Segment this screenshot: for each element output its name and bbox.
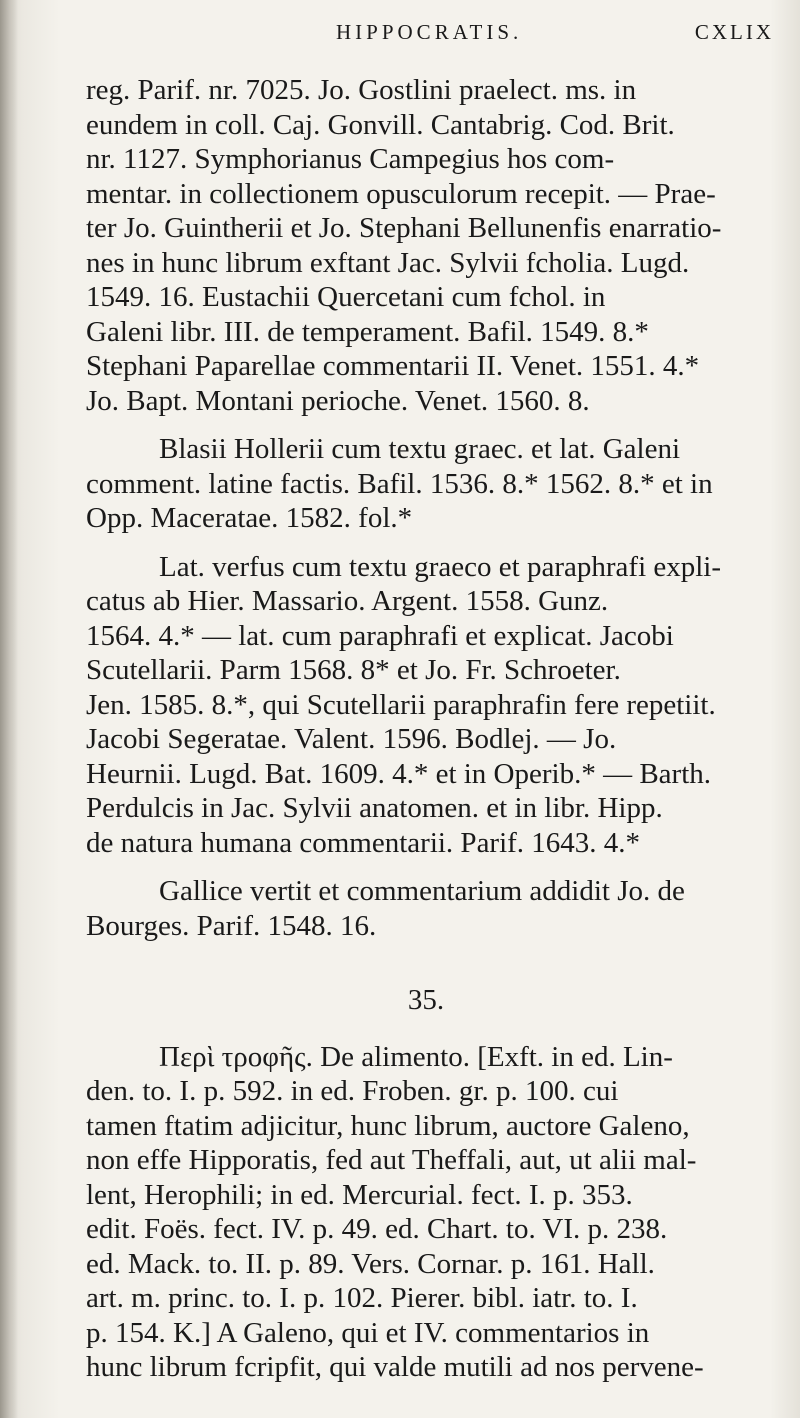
text-line: 1564. 4.* — lat. cum paraphrafi et explicat. Jacobi — [86, 619, 674, 652]
text-line: Περὶ τροφῆς. De alimento. [Exft. in ed. Lin- — [159, 1040, 673, 1073]
text-line: hunc librum fcripfit, qui valde mutili ad nos pervene- — [86, 1351, 704, 1383]
text-line: Opp. Maceratae. 1582. fol.* — [86, 502, 413, 534]
running-title: HIPPOCRATIS. — [336, 20, 523, 44]
text-line: Scutellarii. Parm 1568. 8* et Jo. Fr. Schroeter. — [86, 654, 621, 686]
text-line: de natura humana commentarii. Parif. 1643. 4.* — [86, 826, 641, 859]
text-line: comment. latine factis. Bafil. 1536. 8.* 1562. 8.* et in — [86, 467, 713, 500]
paragraph-2 — [86, 432, 766, 536]
text-line: non effe Hipporatis, fed aut Theffali, aut, ut alii mal- — [86, 1144, 697, 1176]
section-number: 35. — [407, 984, 445, 1016]
text-line: Gallice vertit et commentarium addidit Jo. de — [159, 875, 685, 907]
text-line: eundem in coll. Caj. Gonvill. Cantabrig. Cod. Brit. — [86, 108, 675, 141]
page-spine-shadow — [0, 0, 18, 1418]
text-line: edit. Foës. fect. IV. p. 49. ed. Chart. to. VI. p. 238. — [86, 1213, 668, 1245]
text-line: Stephani Paparellae commentarii II. Venet. 1551. 4.* — [86, 350, 700, 382]
section-paragraph — [86, 1040, 766, 1385]
text-line: tamen ftatim adjicitur, hunc librum, auctore Galeno, — [86, 1109, 690, 1142]
text-line: Jo. Bapt. Montani perioche. Venet. 1560. 8. — [86, 384, 590, 417]
text-line: Lat. verfus cum textu graeco et paraphrafi expli- — [159, 550, 722, 583]
text-line: Perdulcis in Jac. Sylvii anatomen. et in libr. Hipp. — [86, 792, 663, 824]
text-line: Heurnii. Lugd. Bat. 1609. 4.* et in Operib.* — Barth. — [86, 757, 712, 790]
text-line: mentar. in collectionem opusculorum recepit. — Prae- — [86, 177, 716, 210]
text-line: Bourges. Parif. 1548. 16. — [86, 909, 377, 942]
text-line: ter Jo. Guintherii et Jo. Stephani Bellunenfis enarratio- — [86, 212, 722, 244]
text-line: Jen. 1585. 8.*, qui Scutellarii paraphrafin fere repetiit. — [86, 688, 716, 721]
text-line: 1549. 16. Eustachii Quercetani cum fchol. in — [86, 281, 606, 313]
text-line: art. m. princ. to. I. p. 102. Pierer. bibl. iatr. to. I. — [86, 1282, 638, 1314]
text-line: lent, Herophili; in ed. Mercurial. fect. I. p. 353. — [86, 1178, 633, 1211]
paragraph-gap — [86, 860, 766, 874]
page-body — [86, 73, 766, 1385]
text-line: den. to. I. p. 592. in ed. Froben. gr. p. 100. cui — [86, 1075, 619, 1107]
paragraph-3 — [86, 550, 766, 861]
paragraph-1 — [86, 73, 766, 418]
text-line: Jacobi Segeratae. Valent. 1596. Bodlej. — Jo. — [86, 723, 617, 755]
text-line: ed. Mack. to. II. p. 89. Vers. Cornar. p. 161. Hall. — [86, 1247, 655, 1280]
text-line: nr. 1127. Symphorianus Campegius hos com- — [86, 143, 615, 175]
text-line: p. 154. K.] A Galeno, qui et IV. commentarios in — [86, 1316, 650, 1349]
text-line: catus ab Hier. Massario. Argent. 1558. Gunz. — [86, 585, 609, 617]
text-line: reg. Parif. nr. 7025. Jo. Gostlini praelect. ms. in — [86, 74, 637, 106]
paragraph-gap — [86, 536, 766, 550]
text-line: Galeni libr. III. de temperament. Bafil. 1549. 8.* — [86, 315, 649, 348]
page-number: CXLIX — [694, 20, 774, 44]
text-line: Blasii Hollerii cum textu graec. et lat. Galeni — [159, 433, 681, 465]
paragraph-gap — [86, 418, 766, 432]
text-line: nes in hunc librum exftant Jac. Sylvii fcholia. Lugd. — [86, 246, 690, 279]
page-header — [0, 18, 800, 58]
paragraph-4 — [86, 874, 766, 943]
